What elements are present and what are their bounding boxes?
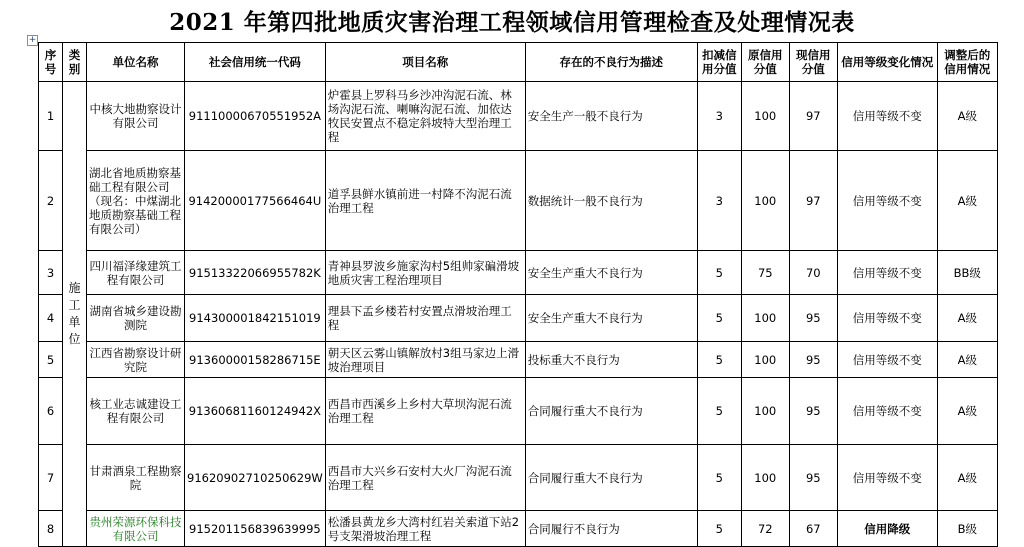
cell-change: 信用等级不变 <box>837 151 937 251</box>
cell-deduct: 5 <box>697 511 741 547</box>
cell-behavior: 合同履行重大不良行为 <box>525 378 697 445</box>
cell-orig: 100 <box>741 82 789 151</box>
header-behavior: 存在的不良行为描述 <box>525 43 697 82</box>
cell-change: 信用等级不变 <box>837 295 937 342</box>
cell-deduct: 5 <box>697 342 741 378</box>
header-code: 社会信用统一代码 <box>185 43 326 82</box>
cell-project: 道孚县鲜水镇前进一村降不沟泥石流治理工程 <box>325 151 525 251</box>
cell-code: 91360000158286715E <box>185 342 326 378</box>
cell-deduct: 3 <box>697 82 741 151</box>
cell-adjusted: A级 <box>937 151 997 251</box>
header-type: 类别 <box>63 43 87 82</box>
cell-unit: 核工业志诚建设工程有限公司 <box>87 378 185 445</box>
cell-deduct: 3 <box>697 151 741 251</box>
cell-adjusted: A级 <box>937 378 997 445</box>
cell-behavior: 安全生产重大不良行为 <box>525 251 697 295</box>
table-row <box>39 295 998 342</box>
table-header-row <box>39 43 998 82</box>
table-row <box>39 342 998 378</box>
cell-unit: 甘肃酒泉工程勘察院 <box>87 445 185 511</box>
cell-project: 炉霍县上罗科马乡沙冲沟泥石流、林场沟泥石流、喇嘛沟泥石流、加依达牧民安置点不稳定斜坡特大型治理工程 <box>325 82 525 151</box>
cell-orig: 100 <box>741 445 789 511</box>
cell-adjusted: B级 <box>937 511 997 547</box>
cell-code: 91110000670551952A <box>185 82 326 151</box>
table-row <box>39 82 998 151</box>
cell-adjusted: A级 <box>937 295 997 342</box>
table-move-handle-icon[interactable]: + <box>28 35 37 45</box>
cell-adjusted: A级 <box>937 342 997 378</box>
header-orig: 原信用分值 <box>741 43 789 82</box>
table-row <box>39 151 998 251</box>
credit-table <box>38 42 998 547</box>
category-label: 施工单位 <box>68 281 81 346</box>
page-title: 2021 年第四批地质灾害治理工程领域信用管理检查及处理情况表 <box>169 9 855 36</box>
cell-unit: 湖南省城乡建设勘测院 <box>87 295 185 342</box>
cell-curr: 70 <box>789 251 837 295</box>
cell-change: 信用等级不变 <box>837 378 937 445</box>
cell-curr: 95 <box>789 295 837 342</box>
cell-curr: 97 <box>789 151 837 251</box>
cell-change: 信用降级 <box>837 511 937 547</box>
cell-no: 4 <box>39 295 63 342</box>
cell-no: 1 <box>39 82 63 151</box>
cell-project: 西昌市大兴乡石安村大火厂沟泥石流治理工程 <box>325 445 525 511</box>
header-unit: 单位名称 <box>87 43 185 82</box>
cell-no: 7 <box>39 445 63 511</box>
cell-change: 信用等级不变 <box>837 82 937 151</box>
cell-curr: 95 <box>789 445 837 511</box>
cell-unit: 贵州荣源环保科技有限公司 <box>87 511 185 547</box>
cell-unit: 中核大地勘察设计有限公司 <box>87 82 185 151</box>
cell-curr: 95 <box>789 342 837 378</box>
cell-behavior: 安全生产重大不良行为 <box>525 295 697 342</box>
cell-category <box>63 82 87 547</box>
cell-adjusted: BB级 <box>937 251 997 295</box>
cell-deduct: 5 <box>697 378 741 445</box>
table-row <box>39 378 998 445</box>
header-deduct: 扣减信用分值 <box>697 43 741 82</box>
cell-adjusted: A级 <box>937 82 997 151</box>
cell-code: 91520115683963999​5 <box>185 511 326 547</box>
cell-no: 6 <box>39 378 63 445</box>
table-row <box>39 511 998 547</box>
cell-project: 西昌市西溪乡上乡村大草坝沟泥石流治理工程 <box>325 378 525 445</box>
cell-behavior: 数据统计一般不良行为 <box>525 151 697 251</box>
cell-no: 5 <box>39 342 63 378</box>
cell-orig: 100 <box>741 378 789 445</box>
header-change: 信用等级变化情况 <box>837 43 937 82</box>
cell-project: 青神县罗波乡施家沟村5组帅家碥滑坡地质灾害工程治理项目 <box>325 251 525 295</box>
cell-behavior: 合同履行不良行为 <box>525 511 697 547</box>
cell-adjusted: A级 <box>937 445 997 511</box>
header-project: 项目名称 <box>325 43 525 82</box>
cell-unit: 四川福泽缘建筑工程有限公司 <box>87 251 185 295</box>
cell-code: 91620902710250629W <box>185 445 326 511</box>
cell-no: 3 <box>39 251 63 295</box>
cell-orig: 72 <box>741 511 789 547</box>
cell-behavior: 投标重大不良行为 <box>525 342 697 378</box>
cell-orig: 100 <box>741 295 789 342</box>
cell-deduct: 5 <box>697 295 741 342</box>
cell-change: 信用等级不变 <box>837 342 937 378</box>
cell-orig: 100 <box>741 151 789 251</box>
cell-change: 信用等级不变 <box>837 445 937 511</box>
cell-code: 91430000184215101​9 <box>185 295 326 342</box>
cell-code: 91513322066955782K <box>185 251 326 295</box>
cell-orig: 100 <box>741 342 789 378</box>
cell-project: 理县下孟乡楼若村安置点滑坡治理工程 <box>325 295 525 342</box>
cell-behavior: 合同履行重大不良行为 <box>525 445 697 511</box>
header-curr: 现信用分值 <box>789 43 837 82</box>
cell-orig: 75 <box>741 251 789 295</box>
cell-no: 2 <box>39 151 63 251</box>
cell-unit: 江西省勘察设计研究院 <box>87 342 185 378</box>
cell-project: 松潘县黄龙乡大湾村红岩关索道下站2号支架滑坡治理工程 <box>325 511 525 547</box>
cell-curr: 95 <box>789 378 837 445</box>
cell-code: 91360681160124942X <box>185 378 326 445</box>
table-row <box>39 445 998 511</box>
cell-code: 91420000177566464U <box>185 151 326 251</box>
table-row <box>39 251 998 295</box>
cell-project: 朝天区云雾山镇解放村3组马家边上滑坡治理项目 <box>325 342 525 378</box>
cell-curr: 97 <box>789 82 837 151</box>
cell-change: 信用等级不变 <box>837 251 937 295</box>
cell-behavior: 安全生产一般不良行为 <box>525 82 697 151</box>
cell-no: 8 <box>39 511 63 547</box>
header-adjusted: 调整后的信用情况 <box>937 43 997 82</box>
cell-unit: 湖北省地质勘察基础工程有限公司（现名：中煤湖北地质勘察基础工程有限公司） <box>87 151 185 251</box>
cell-curr: 67 <box>789 511 837 547</box>
cell-deduct: 5 <box>697 445 741 511</box>
cell-deduct: 5 <box>697 251 741 295</box>
header-no: 序号 <box>39 43 63 82</box>
